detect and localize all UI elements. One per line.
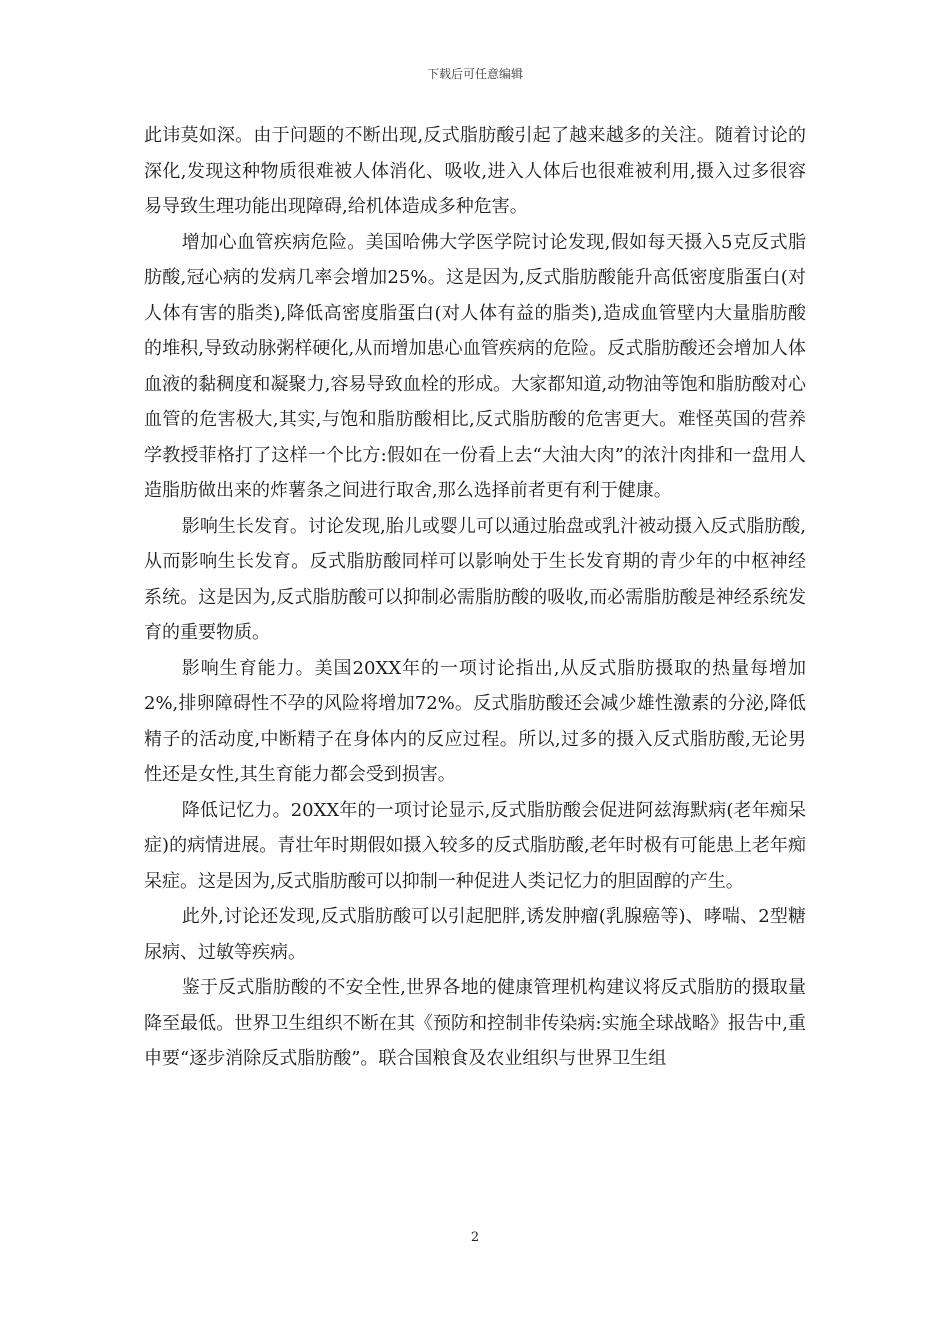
- paragraph-other-diseases: 此外,讨论还发现,反式脂肪酸可以引起肥胖,诱发肿瘤(乳腺癌等)、哮喘、2型糖尿病、过敏等疾病。: [144, 906, 806, 963]
- paragraph-memory: 降低记忆力。20XX年的一项讨论显示,反式脂肪酸会促进阿兹海默病(老年痴呆症)的病情进展。青壮年时期假如摄入较多的反式脂肪酸,老年时极有可能患上老年痴呆症。这是因为,反式脂肪酸可以抑制一种促进人类记忆力的胆固醇的产生。: [144, 799, 806, 892]
- paragraph-growth: 影响生长发育。讨论发现,胎儿或婴儿可以通过胎盘或乳汁被动摄入反式脂肪酸,从而影响生长发育。反式脂肪酸同样可以影响处于生长发育期的青少年的中枢神经系统。这是因为,反式脂肪酸可以抑制必需脂肪酸的吸收,而必需脂肪酸是神经系统发育的重要物质。: [144, 515, 806, 643]
- page-header: 下载后可任意编辑: [426, 67, 523, 81]
- page-number: 2: [470, 1230, 480, 1245]
- document-body: [144, 118, 806, 1077]
- paragraph-fertility: 影响生育能力。美国20XX年的一项讨论指出,从反式脂肪摄取的热量每增加2%,排卵障碍性不孕的风险将增加72%。反式脂肪酸还会减少雄性激素的分泌,降低精子的活动度,中断精子在身体内的反应过程。所以,过多的摄入反式脂肪酸,无论男性还是女性,其生育能力都会受到损害。: [144, 657, 806, 785]
- paragraph-cardiovascular: 增加心血管疾病危险。美国哈佛大学医学院讨论发现,假如每天摄入5克反式脂肪酸,冠心病的发病几率会增加25%。这是因为,反式脂肪酸能升高低密度脂蛋白(对人体有害的脂类),降低高密度脂蛋白(对人体有益的脂类),造成血管壁内大量脂肪酸的堆积,导致动脉粥样硬化,从而增加患心血管疾病的危险。反式脂肪酸还会增加人体血液的黏稠度和凝聚力,容易导致血栓的形成。大家都知道,动物油等饱和脂肪酸对心血管的危害极大,其实,与饱和脂肪酸相比,反式脂肪酸的危害更大。难怪英国的营养学教授菲格打了这样一个比方:假如在一份看上去“大油大肉”的浓汁肉排和一盘用人造脂肪做出来的炸薯条之间进行取舍,那么选择前者更有利于健康。: [144, 231, 806, 501]
- paragraph-recommendations: 鉴于反式脂肪酸的不安全性,世界各地的健康管理机构建议将反式脂肪的摄取量降至最低。世界卫生组织不断在其《预防和控制非传染病:实施全球战略》报告中,重申要“逐步消除反式脂肪酸”。联合国粮食及农业组织与世界卫生组: [144, 977, 806, 1069]
- paragraph-continuation: 此讳莫如深。由于问题的不断出现,反式脂肪酸引起了越来越多的关注。随着讨论的深化,发现这种物质很难被人体消化、吸收,进入人体后也很难被利用,摄入过多很容易导致生理功能出现障碍,给机体造成多种危害。: [144, 125, 806, 217]
